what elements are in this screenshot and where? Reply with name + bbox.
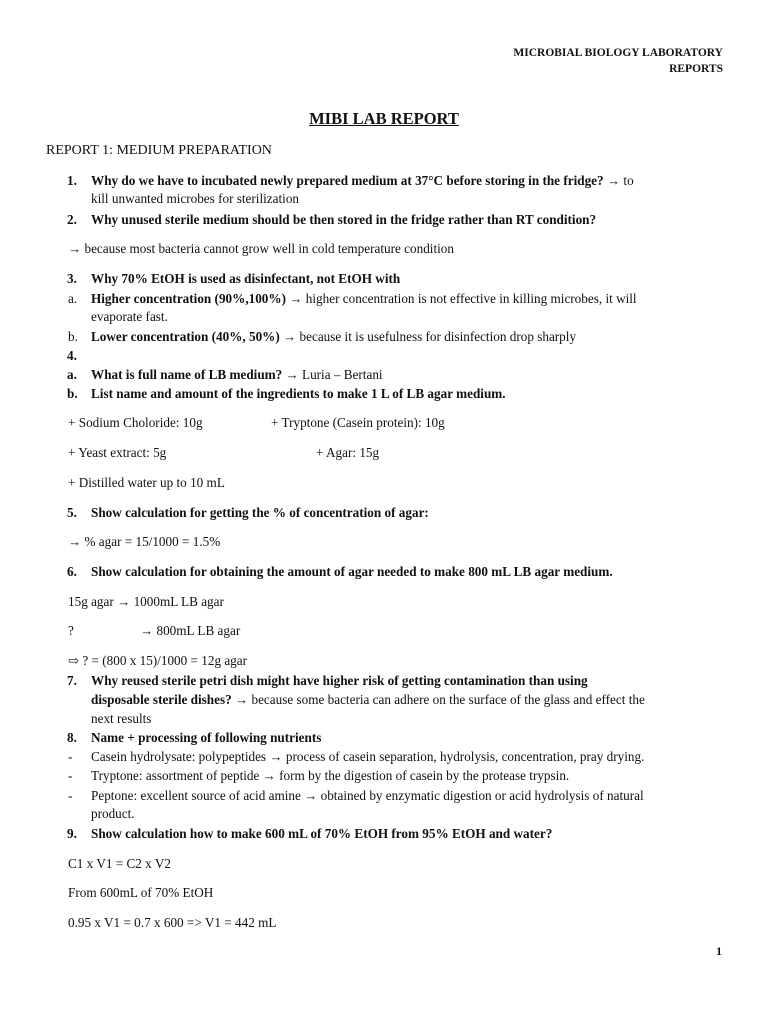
nutrient-3-name: Peptone: excellent source of acid amine — [91, 788, 305, 803]
nutrient-1-name: Casein hydrolysate: polypeptides — [91, 749, 270, 764]
q4-a-answer: Luria – Bertani — [298, 367, 383, 382]
nutrient-2-name: Tryptone: assortment of peptide — [91, 768, 263, 783]
q1-number: 1. — [67, 173, 77, 188]
q9-line-3: 0.95 x V1 = 0.7 x 600 => V1 = 442 mL — [68, 915, 277, 930]
nutrient-3-process: obtained by enzymatic digestion or acid hydrolysis of natural — [317, 788, 644, 803]
q3-number: 3. — [67, 271, 77, 286]
q6-result-line — [68, 652, 247, 669]
section-heading: REPORT 1: MEDIUM PREPARATION — [46, 143, 272, 158]
nutrient-tryptone — [91, 767, 569, 784]
nutrient-3-process-cont: product. — [91, 806, 135, 821]
q4-b-label: b. — [67, 386, 78, 401]
q9-line-2: From 600mL of 70% EtOH — [68, 885, 214, 900]
q7-number: 7. — [67, 673, 77, 688]
q1-answer-part1: to — [620, 173, 634, 188]
q2-answer: because most bacteria cannot grow well in cold temperature condition — [81, 241, 454, 256]
ingredient-agar: + Agar: 15g — [316, 445, 380, 460]
page-number: 1 — [716, 944, 722, 958]
nutrient-2-process: form by the digestion of casein by the protease trypsin. — [275, 768, 570, 783]
q5-answer-line — [68, 533, 220, 550]
running-header — [513, 45, 723, 77]
nutrient-1-process: process of casein separation, hydrolysis, concentration, pray drying. — [282, 749, 645, 764]
q4-number: 4. — [67, 348, 77, 363]
q5-number: 5. — [67, 505, 77, 520]
arrow-icon: → — [269, 749, 283, 764]
q6-question: Show calculation for obtaining the amount of agar needed to make 800 mL LB agar medium. — [91, 564, 613, 579]
q3-b-answer: because it is usefulness for disinfection drop sharply — [296, 329, 577, 344]
arrow-icon: → — [68, 534, 82, 549]
dash-1: - — [68, 749, 73, 764]
q7-question-part1: Why reused sterile petri dish might have higher risk of getting contamination than using — [91, 673, 588, 688]
q3-b-line — [91, 328, 576, 345]
q3-b-question: Lower concentration (40%, 50%) — [91, 329, 280, 344]
dash-2: - — [68, 768, 73, 783]
q4-a-label: a. — [67, 367, 77, 382]
q7-line-2 — [91, 691, 645, 708]
q4-a-line — [91, 366, 383, 383]
q6-result: ? = (800 x 15)/1000 = 12g agar — [79, 653, 248, 668]
q7-answer-part2: next results — [91, 711, 152, 726]
arrow-icon: → — [285, 367, 299, 382]
arrow-icon: → — [140, 623, 154, 638]
arrow-icon: → — [262, 768, 276, 783]
dash-3: - — [68, 788, 73, 803]
q5-answer: % agar = 15/1000 = 1.5% — [81, 534, 221, 549]
q6-calc-1a: 15g agar — [68, 594, 118, 609]
q3-b-label: b. — [68, 329, 78, 344]
arrow-icon: → — [289, 291, 303, 306]
arrow-icon: → — [304, 788, 318, 803]
nutrient-casein-hydrolysate — [91, 748, 644, 765]
arrow-icon: → — [117, 594, 131, 609]
page-title: MIBI LAB REPORT — [309, 109, 459, 128]
nutrient-peptone — [91, 787, 644, 804]
q9-number: 9. — [67, 826, 77, 841]
q6-calc-line-2 — [140, 622, 240, 639]
q3-a-question: Higher concentration (90%,100%) — [91, 291, 286, 306]
q3-a-line — [91, 290, 637, 307]
arrow-icon: → — [234, 692, 249, 707]
q2-answer-line — [68, 240, 454, 257]
hollow-arrow-icon: ⇨ — [68, 653, 80, 668]
q6-number: 6. — [67, 564, 77, 579]
ingredient-yeast-extract: + Yeast extract: 5g — [68, 445, 167, 460]
ingredient-sodium-chloride: + Sodium Choloride: 10g — [68, 415, 203, 430]
q1-answer-part2: kill unwanted microbes for sterilization — [91, 191, 300, 206]
q3-a-answer-part2: evaporate fast. — [91, 309, 168, 324]
ingredient-distilled-water: + Distilled water up to 10 mL — [68, 475, 225, 490]
q7-question-part2: disposable sterile dishes? — [91, 692, 232, 707]
q3-a-label: a. — [68, 291, 78, 306]
q9-formula: C1 x V1 = C2 x V2 — [68, 856, 171, 871]
q7-answer-part1: because some bacteria can adhere on the surface of the glass and effect the — [248, 692, 645, 707]
q9-question: Show calculation how to make 600 mL of 70% EtOH from 95% EtOH and water? — [91, 826, 553, 841]
q2-question: Why unused sterile medium should be then stored in the fridge rather than RT condition? — [91, 212, 597, 227]
q4-b-question: List name and amount of the ingredients to make 1 L of LB agar medium. — [91, 386, 506, 401]
ingredient-tryptone: + Tryptone (Casein protein): 10g — [271, 415, 445, 430]
q6-calc-2b: 800mL LB agar — [153, 623, 241, 638]
q2-number: 2. — [67, 212, 77, 227]
q4-a-question: What is full name of LB medium? — [91, 367, 283, 382]
arrow-icon: → — [606, 173, 621, 188]
q5-question: Show calculation for getting the % of concentration of agar: — [91, 505, 429, 520]
q8-number: 8. — [67, 730, 77, 745]
q3-a-answer-part1: higher concentration is not effective in killing microbes, it will — [302, 291, 637, 306]
arrow-icon: → — [283, 329, 297, 344]
header-line-1: MICROBIAL BIOLOGY LABORATORY — [513, 47, 723, 59]
q1-question: Why do we have to incubated newly prepared medium at 37°C before storing in the fridge? — [91, 173, 604, 188]
q8-question: Name + processing of following nutrients — [91, 730, 322, 745]
q3-question: Why 70% EtOH is used as disinfectant, not EtOH with — [91, 271, 401, 286]
q1-line — [91, 172, 634, 189]
q6-calc-2a: ? — [68, 623, 74, 638]
q6-calc-line-1 — [68, 593, 224, 610]
arrow-icon: → — [68, 241, 82, 256]
q6-calc-1b: 1000mL LB agar — [130, 594, 224, 609]
header-line-2: REPORTS — [669, 63, 723, 75]
